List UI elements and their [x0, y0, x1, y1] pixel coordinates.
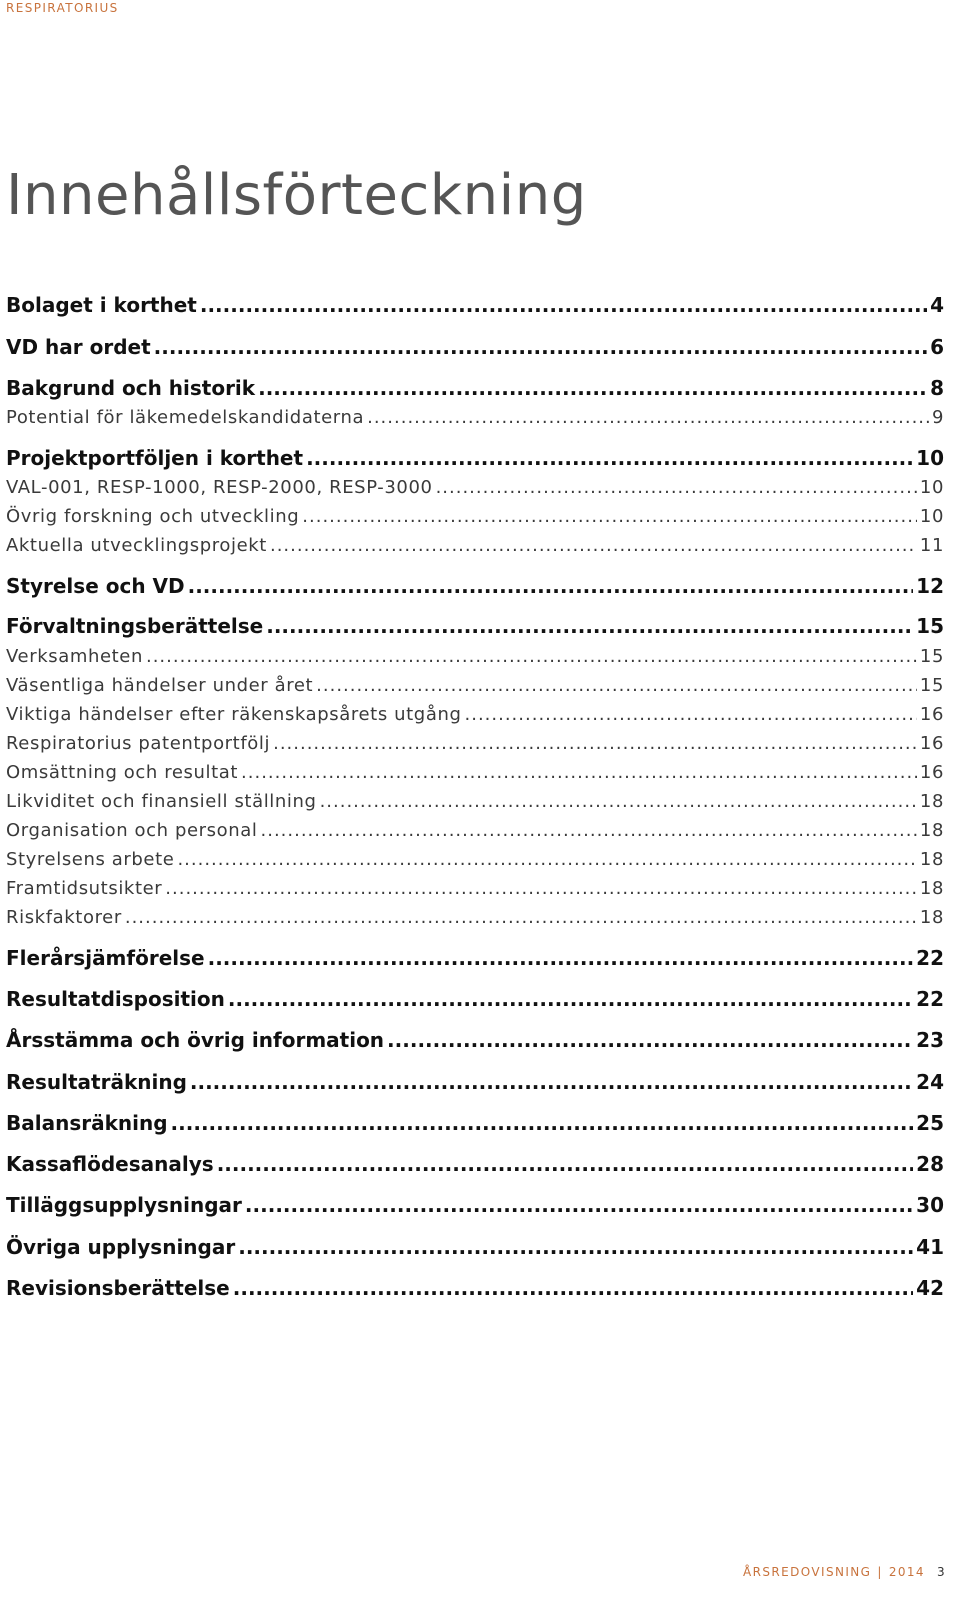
toc-entry-page: 4	[930, 293, 944, 317]
toc-entry-title: Årsstämma och övrig information	[6, 1028, 385, 1052]
toc-dot-leader	[190, 1070, 913, 1094]
toc-dot-leader	[245, 1193, 913, 1217]
toc-entry-title: Flerårsjämförelse	[6, 946, 205, 970]
toc-dot-leader	[208, 946, 914, 970]
toc-entry-title: Riskfaktorer	[6, 907, 122, 928]
toc-dot-leader	[258, 376, 927, 400]
toc-dot-leader	[177, 849, 916, 870]
toc-entry-page: 42	[916, 1276, 944, 1300]
toc-entry-page: 18	[919, 791, 944, 812]
toc-entry[interactable]	[6, 614, 944, 638]
brand-header: RESPIRATORIUS	[6, 1, 119, 15]
footer-separator: |	[877, 1565, 883, 1579]
toc-entry[interactable]	[6, 1070, 944, 1094]
toc-entry[interactable]	[6, 907, 944, 928]
toc-entry-title: Respiratorius patentportfölj	[6, 733, 271, 754]
toc-entry-page: 9	[931, 407, 944, 428]
toc-entry-page: 10	[916, 446, 944, 470]
toc-dot-leader	[188, 574, 914, 598]
toc-entry-title: Projektportföljen i korthet	[6, 446, 304, 470]
toc-entry[interactable]	[6, 1235, 944, 1259]
toc-entry-page: 10	[919, 477, 944, 498]
footer-label: ÅRSREDOVISNING	[743, 1565, 872, 1579]
toc-entry[interactable]	[6, 646, 944, 667]
toc-entry[interactable]	[6, 762, 944, 783]
toc-entry-page: 6	[930, 335, 944, 359]
toc-entry-title: VAL-001, RESP-1000, RESP-2000, RESP-3000	[6, 477, 433, 498]
toc-entry-page: 28	[916, 1152, 944, 1176]
toc-entry-title: Styrelse och VD	[6, 574, 185, 598]
toc-entry[interactable]	[6, 820, 944, 841]
toc-entry-page: 30	[916, 1193, 944, 1217]
toc-dot-leader	[146, 646, 917, 667]
toc-entry-page: 22	[916, 987, 944, 1011]
toc-entry[interactable]	[6, 849, 944, 870]
toc-entry[interactable]	[6, 791, 944, 812]
toc-entry-page: 24	[916, 1070, 944, 1094]
toc-dot-leader	[436, 477, 917, 498]
toc-entry[interactable]	[6, 878, 944, 899]
toc-entry-title: Omsättning och resultat	[6, 762, 239, 783]
toc-entry-page: 8	[930, 376, 944, 400]
toc-entry[interactable]	[6, 1111, 944, 1135]
toc-entry-title: Bakgrund och historik	[6, 376, 256, 400]
toc-entry-page: 18	[919, 820, 944, 841]
toc-dot-leader	[233, 1276, 913, 1300]
toc-entry[interactable]	[6, 407, 944, 428]
toc-entry-page: 16	[919, 762, 944, 783]
toc-entry-page: 25	[916, 1111, 944, 1135]
toc-entry-title: Organisation och personal	[6, 820, 258, 841]
toc-entry[interactable]	[6, 376, 944, 400]
toc-entry-page: 18	[919, 849, 944, 870]
toc-dot-leader	[306, 446, 913, 470]
toc-dot-leader	[367, 407, 929, 428]
toc-entry-title: Resultaträkning	[6, 1070, 187, 1094]
toc-dot-leader	[316, 675, 917, 696]
toc-entry[interactable]	[6, 477, 944, 498]
toc-dot-leader	[465, 704, 917, 725]
toc-entry[interactable]	[6, 446, 944, 470]
toc-entry-page: 15	[919, 675, 944, 696]
toc-entry-page: 22	[916, 946, 944, 970]
toc-entry-title: Kassaflödesanalys	[6, 1152, 214, 1176]
toc-dot-leader	[270, 535, 917, 556]
toc-entry-title: Övriga upplysningar	[6, 1235, 236, 1259]
toc-entry[interactable]	[6, 946, 944, 970]
toc-entry-title: Verksamheten	[6, 646, 143, 667]
toc-entry-title: VD har ordet	[6, 335, 151, 359]
toc-entry-title: Balansräkning	[6, 1111, 168, 1135]
toc-entry[interactable]	[6, 1193, 944, 1217]
toc-entry-title: Tilläggsupplysningar	[6, 1193, 242, 1217]
toc-entry[interactable]	[6, 1276, 944, 1300]
toc-entry-title: Revisionsberättelse	[6, 1276, 230, 1300]
toc-entry-title: Övrig forskning och utveckling	[6, 506, 300, 527]
toc-entry-page: 18	[919, 878, 944, 899]
toc-entry[interactable]	[6, 506, 944, 527]
toc-entry-page: 10	[919, 506, 944, 527]
toc-entry-page: 12	[916, 574, 944, 598]
toc-entry[interactable]	[6, 535, 944, 556]
toc-entry-title: Framtidsutsikter	[6, 878, 163, 899]
toc-entry-title: Likviditet och finansiell ställning	[6, 791, 317, 812]
toc-dot-leader	[241, 762, 917, 783]
toc-dot-leader	[217, 1152, 913, 1176]
toc-entry-page: 23	[916, 1028, 944, 1052]
toc-entry[interactable]	[6, 1152, 944, 1176]
toc-dot-leader	[228, 987, 913, 1011]
toc-dot-leader	[320, 791, 917, 812]
page-footer	[743, 1565, 946, 1579]
toc-entry[interactable]	[6, 675, 944, 696]
toc-entry-page: 18	[919, 907, 944, 928]
toc-dot-leader	[302, 506, 917, 527]
toc-entry-title: Väsentliga händelser under året	[6, 675, 314, 696]
toc-entry[interactable]	[6, 704, 944, 725]
toc-entry-title: Viktiga händelser efter räkenskapsårets utgång	[6, 704, 462, 725]
toc-dot-leader	[273, 733, 917, 754]
toc-dot-leader	[200, 293, 927, 317]
toc-dot-leader	[154, 335, 927, 359]
toc-entry-page: 11	[919, 535, 944, 556]
toc-dot-leader	[266, 614, 913, 638]
toc-entry-title: Bolaget i korthet	[6, 293, 197, 317]
toc-entry-title: Resultatdisposition	[6, 987, 225, 1011]
toc-entry[interactable]	[6, 987, 944, 1011]
page-title: Innehållsförteckning	[6, 163, 587, 228]
toc-entry[interactable]	[6, 293, 944, 317]
toc-entry[interactable]	[6, 574, 944, 598]
toc-entry-page: 15	[916, 614, 944, 638]
toc-entry-title: Aktuella utvecklingsprojekt	[6, 535, 267, 556]
toc-dot-leader	[125, 907, 917, 928]
toc-entry-title: Förvaltningsberättelse	[6, 614, 264, 638]
toc-entry-page: 41	[916, 1235, 944, 1259]
toc-dot-leader	[261, 820, 917, 841]
toc-dot-leader	[165, 878, 917, 899]
toc-entry-page: 15	[919, 646, 944, 667]
page-number: 3	[936, 1565, 946, 1579]
toc-entry-title: Potential för läkemedelskandidaterna	[6, 407, 365, 428]
footer-year: 2014	[888, 1565, 925, 1579]
toc-entry-page: 16	[919, 704, 944, 725]
toc-entry[interactable]	[6, 733, 944, 754]
toc-entry[interactable]	[6, 1028, 944, 1052]
toc-entry-page: 16	[919, 733, 944, 754]
toc-dot-leader	[387, 1028, 913, 1052]
toc-entry-title: Styrelsens arbete	[6, 849, 175, 870]
toc-entry[interactable]	[6, 335, 944, 359]
toc-dot-leader	[171, 1111, 914, 1135]
toc-dot-leader	[238, 1235, 913, 1259]
